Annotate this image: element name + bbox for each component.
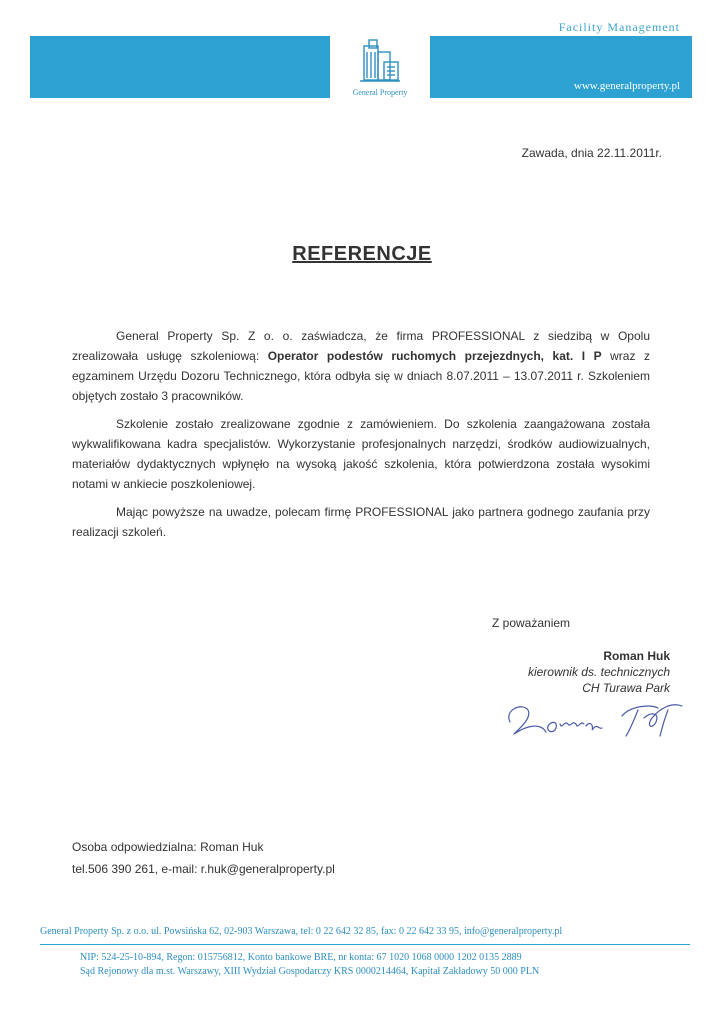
paragraph-3: Mając powyższe na uwadze, polecam firmę PROFESSIONAL jako partnera godnego zaufania przy realizacji szkoleń. bbox=[72, 505, 650, 539]
document-title: REFERENCJE bbox=[292, 243, 432, 265]
document-date: Zawada, dnia 22.11.2011r. bbox=[521, 146, 662, 160]
contact-info bbox=[72, 836, 335, 880]
building-logo-icon bbox=[358, 38, 402, 86]
signer-block bbox=[500, 648, 670, 696]
letter-body bbox=[72, 326, 650, 550]
website-link[interactable]: www.generalproperty.pl bbox=[573, 80, 680, 92]
handwritten-signature bbox=[500, 696, 690, 742]
footer-address: General Property Sp. z o.o. ul. Powsińska 62, 02-903 Warszawa, tel: 0 22 642 32 85, fax: 0 22 642 33 95, info@generalproperty.pl bbox=[40, 926, 563, 937]
signer-role: kierownik ds. technicznych bbox=[527, 665, 670, 679]
course-name: Operator podestów ruchomych przejezdnych, kat. I P bbox=[267, 349, 602, 363]
logo-text: General Property bbox=[352, 88, 408, 97]
paragraph-1 bbox=[72, 326, 650, 406]
header-band bbox=[30, 36, 692, 98]
footer-divider bbox=[40, 944, 690, 945]
footer-bank-info: NIP: 524-25-10-894, Regon: 015756812, Konto bankowe BRE, nr konta: 67 1020 1068 0000 1202 0135 2889 bbox=[80, 952, 522, 963]
paragraph-1-start: General Property Sp. Z o. o. zaświadcza, że firma PROFESSIONAL z siedzibą w Opolu zrealizowała usługę szkoleniową: bbox=[72, 329, 650, 363]
paragraph-2: Szkolenie zostało zrealizowane zgodnie z zamówieniem. Do szkolenia zaangażowana została wykwalifikowana kadra specjalistów. Wykorzystanie profesjonalnych narzędzi, środków audiowizualnych, materiałów dydaktycznych wpłynęło na wysoką jakość szkolenia, która potwierdzona została wysokimi notami w ankiecie poszkoleniowej. bbox=[72, 417, 650, 491]
paragraph-1-end: wraz z egzaminem Urzędu Dozoru Technicznego, która odbyła się w dniach 8.07.2011 – 13.07.2011 r. Szkoleniem objętych zostało 3 pracowników. bbox=[72, 349, 651, 403]
header-tagline: Facility Management bbox=[558, 20, 680, 34]
footer-registry-info: Sąd Rejonowy dla m.st. Warszawy, XIII Wydział Gospodarczy KRS 0000214464, Kapitał Zakładowy 50 000 PLN bbox=[80, 966, 540, 977]
closing-regards: Z poważaniem bbox=[492, 616, 571, 630]
responsible-person: Osoba odpowiedzialna: Roman Huk bbox=[72, 840, 264, 854]
signer-name: Roman Huk bbox=[603, 649, 670, 663]
phone-email: tel.506 390 261, e-mail: r.huk@generalproperty.pl bbox=[72, 862, 335, 876]
signer-organization: CH Turawa Park bbox=[582, 681, 670, 695]
company-logo bbox=[330, 36, 430, 98]
